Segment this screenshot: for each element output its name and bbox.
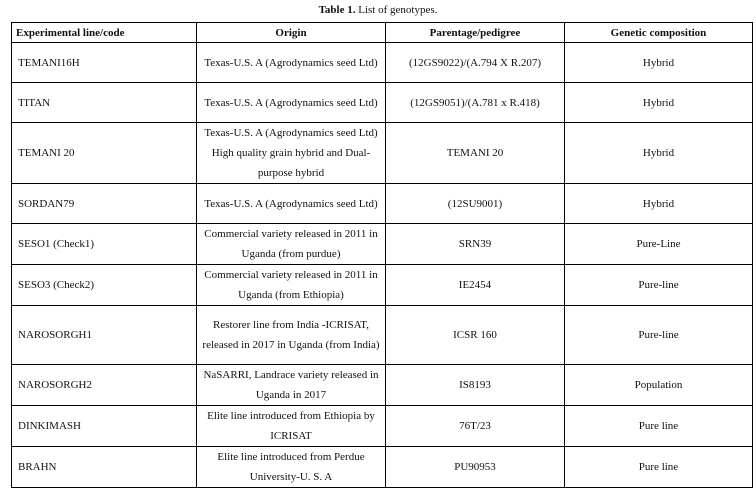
- cell-origin: Commercial variety released in 2011 in Uganda (from Ethiopia): [197, 265, 386, 306]
- cell-parentage: (12SU9001): [386, 184, 565, 224]
- cell-origin: NaSARRI, Landrace variety released in Uganda in 2017: [197, 365, 386, 406]
- table-row: [12, 265, 753, 306]
- caption-text: List of genotypes.: [355, 4, 438, 16]
- header-row: [12, 23, 753, 43]
- cell-origin: Elite line introduced from Perdue University-U. S. A: [197, 447, 386, 488]
- cell-parentage: 76T/23: [386, 406, 565, 447]
- cell-parentage: IS8193: [386, 365, 565, 406]
- table-row: [12, 224, 753, 265]
- cell-line-code: DINKIMASH: [12, 406, 197, 447]
- table-caption: [0, 3, 756, 17]
- table-row: [12, 43, 753, 83]
- cell-line-code: NAROSORGH2: [12, 365, 197, 406]
- header-parentage: Parentage/pedigree: [386, 23, 565, 43]
- cell-origin: Restorer line from India -ICRISAT, released in 2017 in Uganda (from India): [197, 306, 386, 365]
- cell-origin: Commercial variety released in 2011 in Uganda (from purdue): [197, 224, 386, 265]
- cell-line-code: TEMANI16H: [12, 43, 197, 83]
- cell-origin: Texas-U.S. A (Agrodynamics seed Ltd) High quality grain hybrid and Dual-purpose hybrid: [197, 123, 386, 184]
- cell-origin: Texas-U.S. A (Agrodynamics seed Ltd): [197, 43, 386, 83]
- table-row: [12, 306, 753, 365]
- caption-label: Table 1.: [318, 4, 356, 16]
- cell-parentage: PU90953: [386, 447, 565, 488]
- cell-composition: Hybrid: [565, 184, 753, 224]
- cell-parentage: (12GS9051)/(A.781 x R.418): [386, 83, 565, 123]
- cell-origin: Texas-U.S. A (Agrodynamics seed Ltd): [197, 184, 386, 224]
- cell-line-code: TEMANI 20: [12, 123, 197, 184]
- cell-line-code: SESO3 (Check2): [12, 265, 197, 306]
- header-genetic-composition: Genetic composition: [565, 23, 753, 43]
- genotypes-table: [11, 22, 753, 488]
- table-row: [12, 83, 753, 123]
- cell-composition: Hybrid: [565, 123, 753, 184]
- cell-origin: Texas-U.S. A (Agrodynamics seed Ltd): [197, 83, 386, 123]
- header-origin: Origin: [197, 23, 386, 43]
- cell-line-code: TITAN: [12, 83, 197, 123]
- cell-line-code: SORDAN79: [12, 184, 197, 224]
- cell-composition: Hybrid: [565, 43, 753, 83]
- cell-parentage: (12GS9022)/(A.794 X R.207): [386, 43, 565, 83]
- table-row: [12, 406, 753, 447]
- cell-line-code: BRAHN: [12, 447, 197, 488]
- table-row: [12, 365, 753, 406]
- cell-composition: Pure-Line: [565, 224, 753, 265]
- table-row: [12, 123, 753, 184]
- cell-line-code: SESO1 (Check1): [12, 224, 197, 265]
- cell-composition: Pure line: [565, 447, 753, 488]
- cell-parentage: IE2454: [386, 265, 565, 306]
- cell-parentage: SRN39: [386, 224, 565, 265]
- cell-parentage: TEMANI 20: [386, 123, 565, 184]
- cell-composition: Pure line: [565, 406, 753, 447]
- cell-line-code: NAROSORGH1: [12, 306, 197, 365]
- header-line-code: Experimental line/code: [12, 23, 197, 43]
- cell-composition: Hybrid: [565, 83, 753, 123]
- cell-composition: Population: [565, 365, 753, 406]
- table-row: [12, 184, 753, 224]
- cell-origin: Elite line introduced from Ethiopia by ICRISAT: [197, 406, 386, 447]
- table-row: [12, 447, 753, 488]
- cell-composition: Pure-line: [565, 265, 753, 306]
- cell-parentage: ICSR 160: [386, 306, 565, 365]
- cell-composition: Pure-line: [565, 306, 753, 365]
